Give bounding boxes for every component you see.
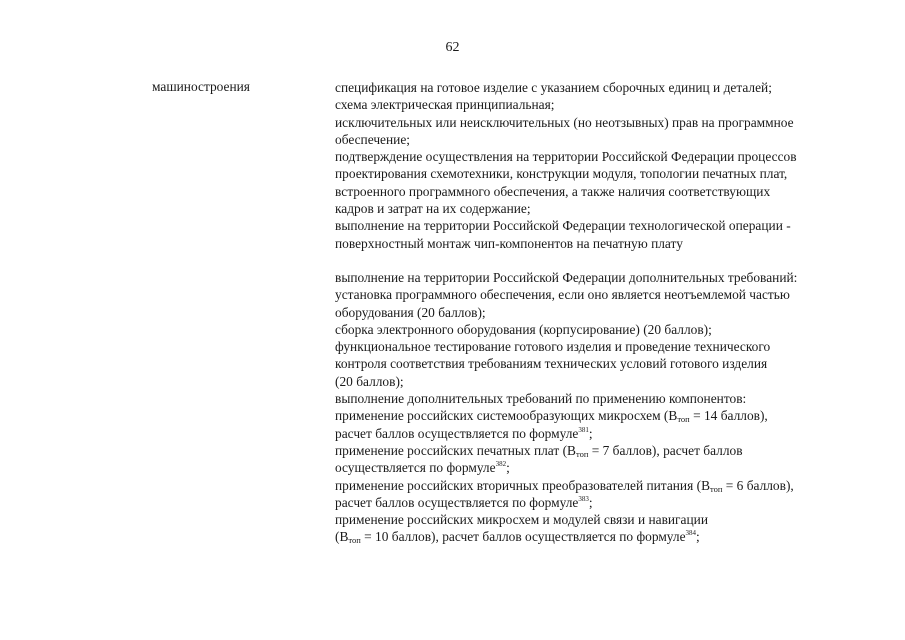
text-run: применение российских вторичных преобразователей питания (В [335,477,710,493]
text-line [335,425,895,442]
text-line: кадров и затрат на их содержание; [335,201,531,217]
text-line: встроенного программного обеспечения, а также наличия соответствующих [335,183,771,199]
text-run: ; [588,494,593,510]
text-line [335,459,895,476]
text-line: поверхностный монтаж чип-компонентов на печатную плату [335,235,683,251]
text-line: (20 баллов); [335,373,404,389]
text-run: применение российских печатных плат (В [335,442,576,458]
text-run: (В [335,529,349,545]
text-run: осуществляется по формуле [335,460,496,476]
text-run: ; [506,460,510,476]
footnote-ref: 383 [578,494,589,503]
subscript: топ [348,535,361,546]
text-line: выполнение на территории Российской Федерации дополнительных требований: [335,269,798,285]
subscript: топ [710,483,723,494]
text-line: сборка электронного оборудования (корпусирование) (20 баллов); [335,321,712,337]
text-line: подтверждение осуществления на территории Российской Федерации процессов [335,149,797,165]
text-run: = 10 баллов), расчет баллов осуществляется по формуле [360,529,686,545]
text-run: расчет баллов осуществляется по формуле [335,494,579,510]
text-line: проектирования схемотехники, конструкции модуля, топологии печатных плат, [335,166,788,182]
text-line: выполнение на территории Российской Федерации технологической операции - [335,218,791,234]
table-right-cell [335,79,895,546]
footnote-ref: 381 [578,425,589,434]
text-run: = 14 баллов), [689,408,768,424]
text-line: исключительных или неисключительных (но неотзывных) прав на программное [335,114,794,130]
text-line [335,477,895,494]
page-number: 62 [445,40,460,55]
footnote-ref: 382 [495,460,507,469]
text-line: контроля соответствия требованиям технических условий готового изделия [335,356,768,372]
text-line [335,442,895,459]
text-run: ; [696,529,700,545]
text-run: применение российских системообразующих микросхем (В [335,408,678,424]
paragraph-gap [335,252,895,269]
text-run: = 7 баллов), расчет баллов [588,442,743,458]
subscript: топ [575,448,589,459]
text-line [335,528,895,545]
text-line: схема электрическая принципиальная; [335,97,555,113]
subscript: топ [677,414,690,425]
text-line [335,407,895,424]
text-run: расчет баллов осуществляется по формуле [335,425,579,441]
footnote-ref: 384 [685,529,697,538]
text-line: обеспечение; [335,131,411,147]
text-line: применение российских микросхем и модулей связи и навигации [335,512,708,528]
text-line: выполнение дополнительных требований по применению компонентов: [335,391,747,407]
text-run: ; [588,425,593,441]
text-line: установка программного обеспечения, если оно является неотъемлемой частью [335,287,790,303]
text-line: спецификация на готовое изделие с указанием сборочных единиц и деталей; [335,80,772,95]
text-line [335,494,895,511]
text-line: оборудования (20 баллов); [335,304,486,320]
table-left-cell: машиностроения [152,79,250,94]
text-line: функциональное тестирование готового изделия и проведение технического [335,339,771,355]
text-run: = 6 баллов), [722,477,794,493]
